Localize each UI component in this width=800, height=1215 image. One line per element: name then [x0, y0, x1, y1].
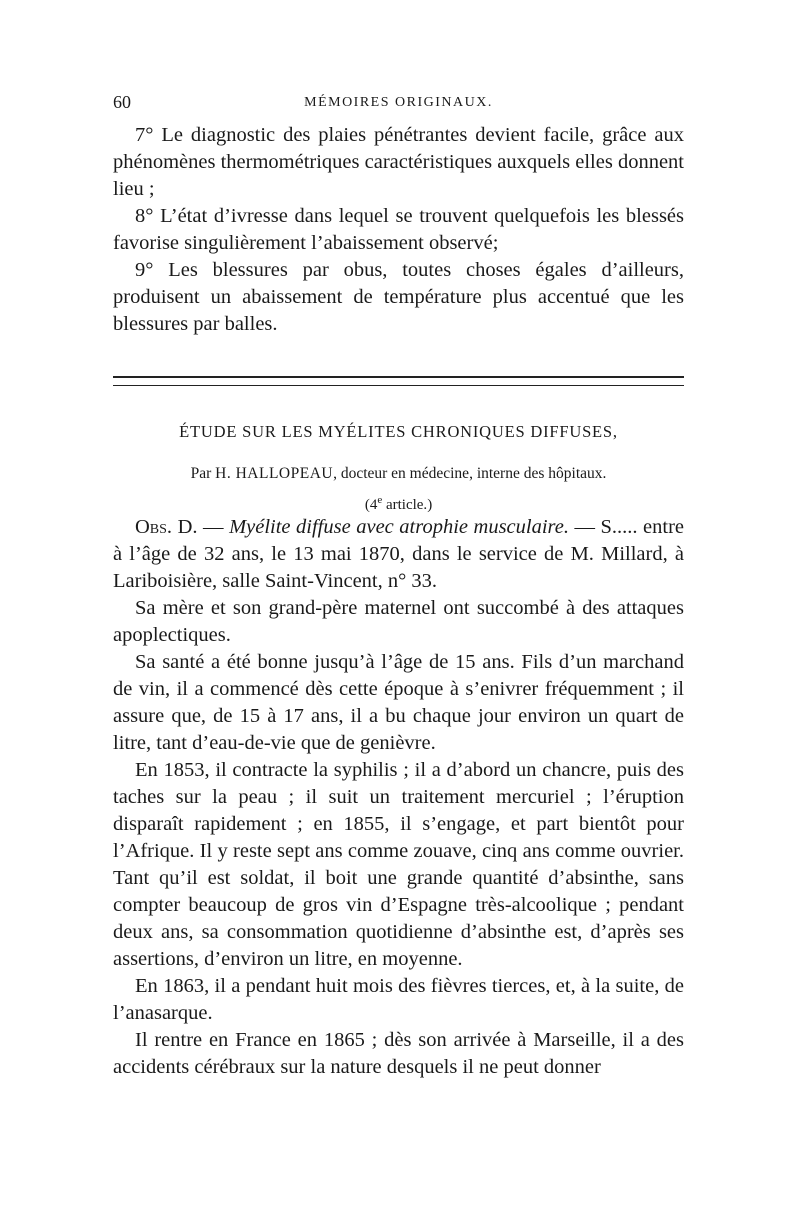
- part-number: 4: [369, 497, 378, 513]
- author-titles: , docteur en médecine, interne des hôpitaux.: [333, 465, 607, 482]
- page-number: 60: [113, 92, 131, 112]
- paragraph-family-history: Sa mère et son grand-père maternel ont succombé à des attaques apoplectiques.: [113, 597, 684, 646]
- document-page: [113, 92, 684, 1081]
- paragraph-early-health: Sa santé a été bonne jusqu’à l’âge de 15 ans. Fils d’un marchand de vin, il a commencé dès cette époque à s’enivrer fréquemment ; il assure que, de 15 à 17 ans, il a bu chaque jour environ un quart de litre, tant d’eau-de-vie que de genièvre.: [113, 651, 684, 754]
- conclusion-9: 9° Les blessures par obus, toutes choses égales d’ailleurs, produisent un abaissement de température plus accentué que les blessures par balles.: [113, 259, 684, 335]
- article-byline: [113, 465, 684, 483]
- running-title: MÉMOIRES ORIGINAUX.: [304, 95, 493, 110]
- paragraph-syphilis-africa: En 1853, il contracte la syphilis ; il a d’abord un chancre, puis des taches sur la peau ; il suit un traitement mercuriel ; l’éruption disparaît rapidement ; en 1855, il s’engage, et part bientôt pour l’Afrique. Il y reste sept ans comme zouave, cinq ans comme ouvrier. Tant qu’il est soldat, il boit une grande quantité d’absinthe, sans compter beaucoup de gros vin d’Espagne très-alcoolique ; pendant deux ans, sa consommation quotidienne d’absinthe est, d’après ses assertions, d’environ un litre, en moyenne.: [113, 759, 684, 970]
- article-title: ÉTUDE SUR LES MYÉLITES CHRONIQUES DIFFUSES,: [179, 422, 618, 441]
- conclusion-8: 8° L’état d’ivresse dans lequel se trouvent quelquefois les blessés favorise singulièrement l’abaissement observé;: [113, 205, 684, 254]
- running-head: [113, 92, 684, 122]
- observation-intro: [113, 514, 684, 595]
- observation-heading: Myélite diffuse avec atrophie musculaire.: [229, 516, 569, 538]
- conclusion-7: 7° Le diagnostic des plaies pénétrantes devient facile, grâce aux phénomènes thermométriques caractéristiques auxquels elles donnent lieu ;: [113, 124, 684, 200]
- part-ordinal-suffix: e: [377, 494, 383, 506]
- section-divider: [113, 376, 684, 386]
- paragraph-return-france: Il rentre en France en 1865 ; dès son arrivée à Marseille, il a des accidents cérébraux sur la nature desquels il ne peut donner: [113, 1029, 684, 1078]
- observation-dash: —: [197, 516, 230, 538]
- part-word: article.: [385, 497, 428, 513]
- author-name: H. HALLOPEAU: [215, 465, 334, 482]
- article-part-note: (4e article.): [364, 494, 433, 513]
- observation-label: Obs. D.: [135, 516, 198, 538]
- paragraph-fevers-1863: En 1863, il a pendant huit mois des fièvres tierces, et, à la suite, de l’anasarque.: [113, 975, 684, 1024]
- byline-prefix: Par: [190, 465, 212, 482]
- conclusions-list: [113, 122, 684, 338]
- observation-intro-text: — S..... entre à l’âge de 32 ans, le 13 mai 1870, dans le service de M. Millard, à Lariboisière, salle Saint-Vincent, n° 33.: [113, 516, 685, 592]
